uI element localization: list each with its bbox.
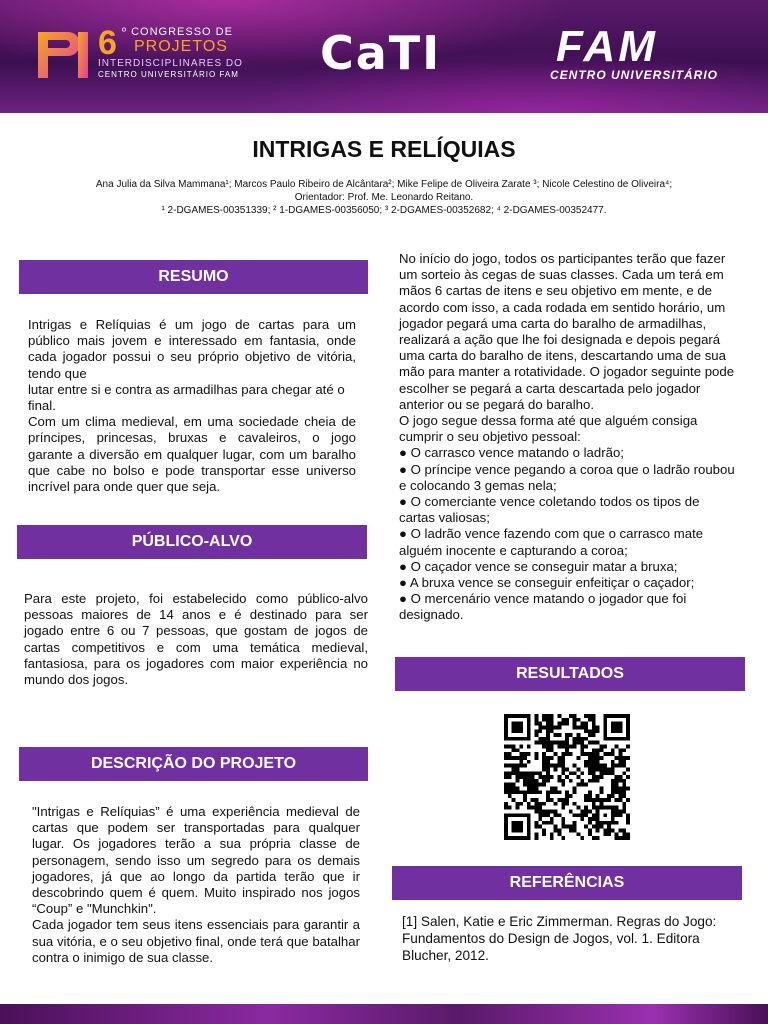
regras-bullet: ● O comerciante vence coletando todos os tipos de cartas valiosas; [399,494,700,526]
poster-footer [0,1004,768,1024]
regras-bullet: ● O caçador vence se conseguir matar a bruxa; [399,558,678,574]
publico-heading: PÚBLICO-ALVO [17,525,367,559]
resumo-heading: RESUMO [19,260,368,294]
descricao-heading: DESCRIÇÃO DO PROJETO [19,747,368,781]
pi-logo-icon [36,28,94,80]
fam-subtitle: CENTRO UNIVERSITÁRIO [550,68,719,82]
regras-text [399,251,739,624]
congress-line2: PROJETOS [134,38,228,55]
author-ids: ¹ 2-DGAMES-00351339; ² 1-DGAMES-00356050; ³ 2-DGAMES-00352682; ⁴ 2-DGAMES-00352477. [161,205,607,216]
descricao-text [32,804,360,966]
regras-paragraph-2: O jogo segue dessa forma até que alguém consiga cumprir o seu objetivo pessoal: [399,413,698,445]
congress-line3: INTERDISCIPLINARES DO [98,58,243,69]
regras-bullet: ● O carrasco vence matando o ladrão; [399,445,624,461]
advisor: Orientador: Prof. Me. Leonardo Reitano. [294,192,474,203]
publico-text [24,591,368,688]
fam-logo: FAM [556,22,658,71]
qr-code-icon[interactable] [503,714,631,840]
resumo-paragraph-1b: lutar entre si e contra as armadilhas para chegar até o final. [28,381,345,414]
descricao-paragraph-2: Cada jogador tem seus itens essenciais para garantir a sua vitória, e o seu objetivo final, onde terá que batalhar contra o inimigo de sua classe. [32,917,360,965]
congress-line4: CENTRO UNIVERSITÁRIO FAM [98,70,239,79]
resultados-heading: RESULTADOS [395,657,745,691]
regras-paragraph-1: No início do jogo, todos os participantes terão que fazer um sorteio às cegas de suas classes. Cada um terá em mãos 6 cartas de itens e seu objetivo em mente, e de acordo com isso, a cada rodada em sentido horário, um jogador pegará uma carta do baralho de armadilhas, realizará a ação que lhe foi designada e depois pegará uma carta do baralho de itens, descartando uma de sua mão para manter a rotatividade. O jogador seguinte pode escolher se pegará a carta descartada pelo jogador anterior ou se pegará do baralho. [399,251,735,412]
congress-number: 6 [98,24,117,62]
descricao-paragraph-1: "Intrigas e Relíquias” é uma experiência medieval de cartas que podem ser transportadas para qualquer lugar. Os jogadores terão a sua própria classe de personagem, sendo isso um segredo para os demais jogadores, já que ao longo da partida terão que ir descobrindo quem é quem. Muito inspirado nos jogos “Coup” e "Munchkin". [32,804,360,917]
resumo-paragraph-2: Com um clima medieval, em uma sociedade cheia de príncipes, princesas, bruxas e cavaleiros, o jogo garante a diversão em qualquer lugar, com um baralho que cabe no bolso e pode transportar esse universo incrível para onde quer que seja. [28,414,356,495]
regras-bullet: ● O mercenário vence matando o jogador que foi designado. [399,591,687,623]
resumo-paragraph-1a: Intrigas e Relíquias é um jogo de cartas para um público mais jovem e interessado em fantasia, onde cada jogador possui o seu próprio objetivo de vitória, tendo que [28,317,356,381]
authors-names: Ana Julia da Silva Mammana¹; Marcos Paulo Ribeiro de Alcântara²; Mike Felipe de Oliveira Zarate ³; Nicole Celestino de Oliveira⁴; [95,179,673,190]
regras-bullet: ● A bruxa vence se conseguir enfeitiçar o caçador; [399,575,695,591]
poster-title: INTRIGAS E RELÍQUIAS [252,136,516,162]
authors-block [40,178,728,217]
congress-line1: º CONGRESSO DE [122,26,233,38]
referencias-heading: REFERÊNCIAS [392,866,742,900]
resumo-text [28,317,356,495]
referencia-line-1: [1] Salen, Katie e Eric Zimmerman. Regras do Jogo: Fundamentos do Design de Jogos, vol. 1. Editora [402,914,717,946]
regras-bullet: ● O príncipe vence pegando a coroa que o ladrão roubou e colocando 3 gemas nela; [399,461,735,493]
poster-header [0,0,768,113]
referencias-text [402,913,728,964]
publico-paragraph-1: Para este projeto, foi estabelecido como público-alvo pessoas maiores de 14 anos e é destinado para ser jogado entre 6 ou 7 pessoas, que gostam de jogos de cartas competitivos e com uma temática medieval, fantasiosa, para os jogadores com maior experiência no mundo dos jogos. [24,591,368,688]
regras-bullet: ● O ladrão vence fazendo com que o carrasco mate alguém inocente e capturando a coroa; [399,526,704,558]
cati-logo: CaTI [320,26,442,80]
referencia-line-2: Blucher, 2012. [402,948,489,963]
